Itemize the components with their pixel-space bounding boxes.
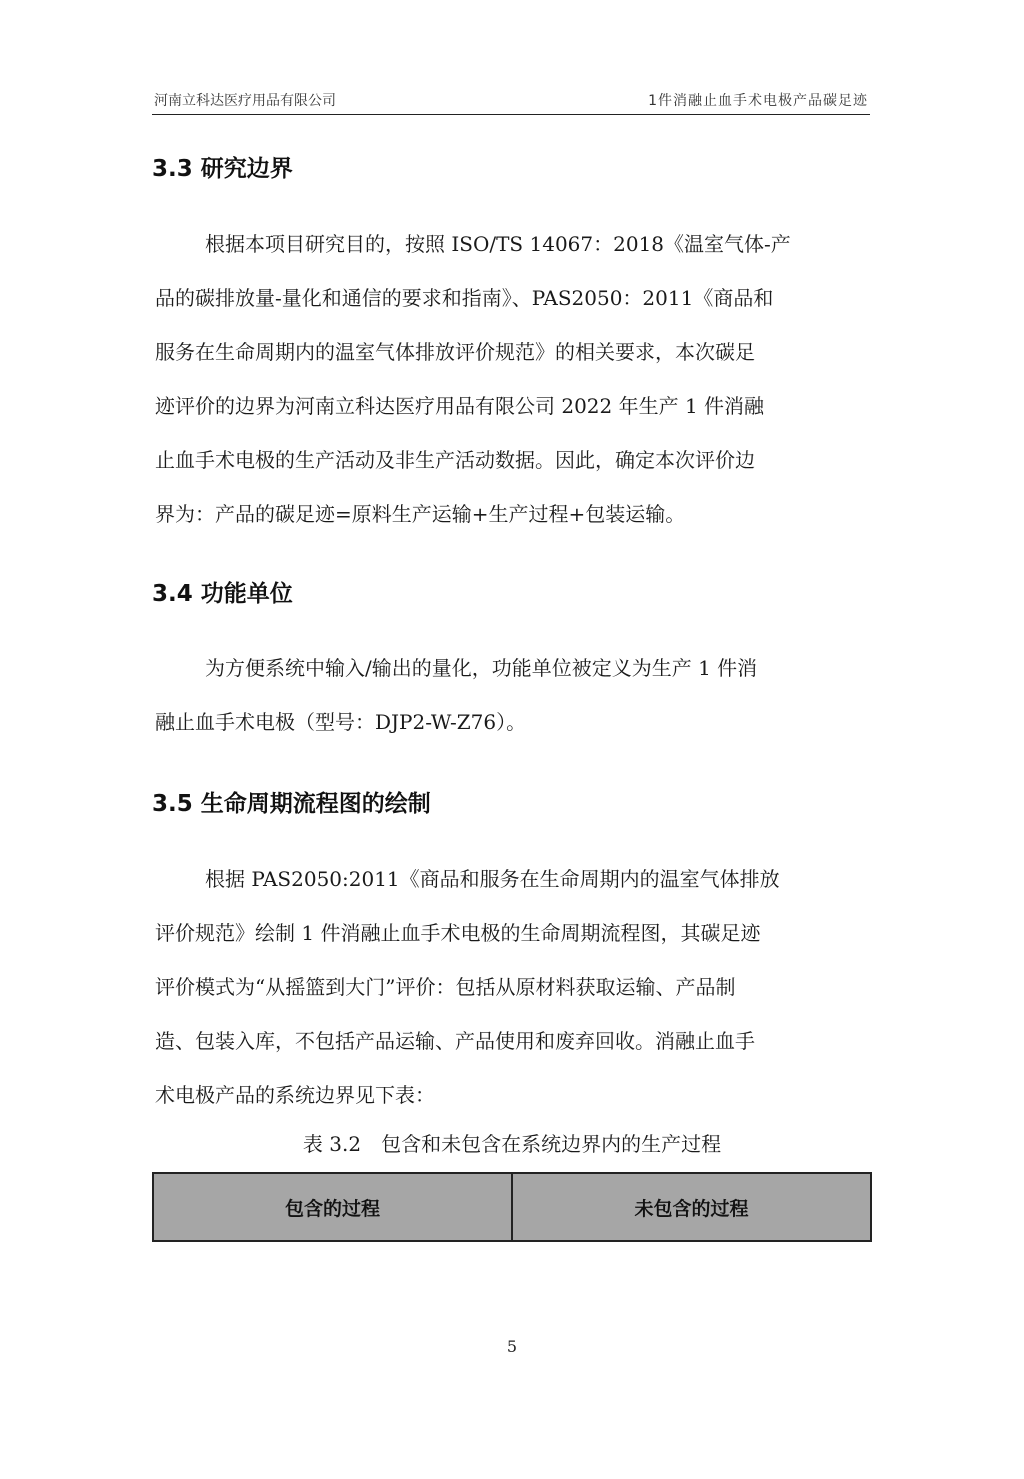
paragraph-line: 根据 PAS2050:2011《商品和服务在生命周期内的温室气体排放 xyxy=(205,867,780,891)
paragraph-line: 根据本项目研究目的，按照 ISO/TS 14067：2018《温室气体-产 xyxy=(205,232,791,256)
paragraph-line: 界为：产品的碳足迹=原料生产运输+生产过程+包装运输。 xyxy=(155,502,686,526)
section-heading-3-3: 3.3 研究边界 xyxy=(152,156,293,182)
paragraph-line: 评价模式为“从摇篮到大门”评价：包括从原材料获取运输、产品制 xyxy=(155,975,736,999)
paragraph-line: 品的碳排放量-量化和通信的要求和指南》、PAS2050：2011《商品和 xyxy=(155,286,774,310)
page-number: 5 xyxy=(506,1337,518,1356)
page-header xyxy=(152,86,870,115)
paragraph-line: 迹评价的边界为河南立科达医疗用品有限公司 2022 年生产 1 件消融 xyxy=(155,394,765,418)
header-report-title: 1件消融止血手术电极产品碳足迹 xyxy=(648,93,868,109)
table-caption: 表 3.2 包含和未包含在系统边界内的生产过程 xyxy=(302,1132,722,1156)
table-header-row xyxy=(153,1173,871,1241)
section-heading-3-4: 3.4 功能单位 xyxy=(152,581,293,607)
paragraph-line: 术电极产品的系统边界见下表： xyxy=(155,1083,435,1107)
section-3-4-paragraph xyxy=(155,641,870,749)
column-header-included: 包含的过程 xyxy=(153,1173,512,1241)
paragraph-line: 融止血手术电极（型号：DJP2-W-Z76）。 xyxy=(155,710,527,734)
header-company: 河南立科达医疗用品有限公司 xyxy=(154,93,336,109)
section-3-5-paragraph xyxy=(155,852,870,1122)
paragraph-line: 止血手术电极的生产活动及非生产活动数据。因此，确定本次评价边 xyxy=(155,448,755,472)
section-3-3-paragraph xyxy=(155,217,870,541)
system-boundary-table xyxy=(152,1172,872,1242)
column-header-excluded: 未包含的过程 xyxy=(512,1173,871,1241)
section-heading-3-5: 3.5 生命周期流程图的绘制 xyxy=(152,791,431,817)
paragraph-line: 造、包装入库，不包括产品运输、产品使用和废弃回收。消融止血手 xyxy=(155,1029,755,1053)
paragraph-line: 评价规范》绘制 1 件消融止血手术电极的生命周期流程图，其碳足迹 xyxy=(155,921,761,945)
paragraph-line: 服务在生命周期内的温室气体排放评价规范》的相关要求，本次碳足 xyxy=(155,340,755,364)
paragraph-line: 为方便系统中输入/输出的量化，功能单位被定义为生产 1 件消 xyxy=(205,656,758,680)
